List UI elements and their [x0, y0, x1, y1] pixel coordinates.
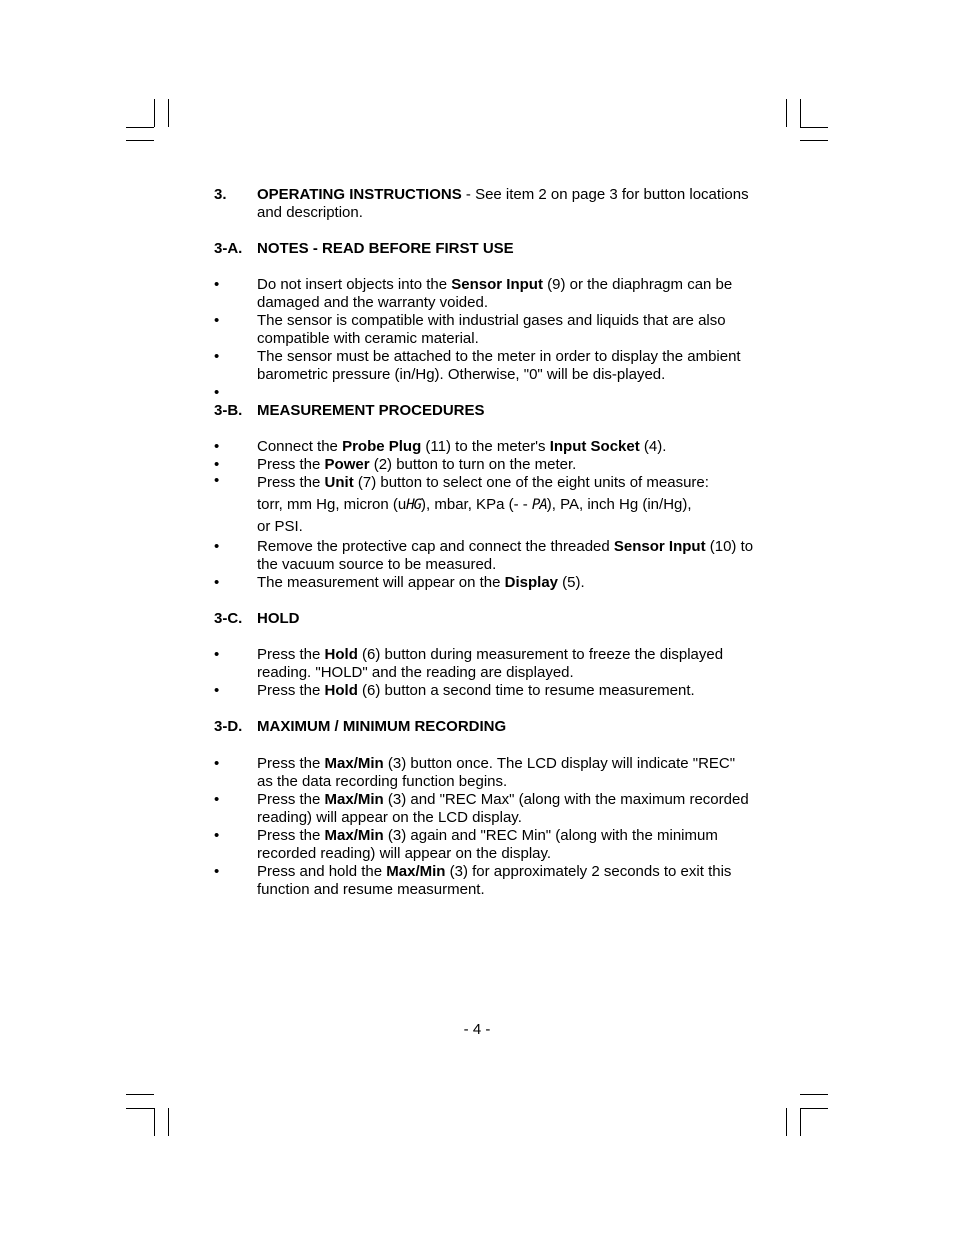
list-item: [214, 827, 754, 863]
section-3c-heading: [214, 610, 754, 628]
list-item: [214, 438, 754, 456]
text: (3) button once. The LCD display will indicate "REC" as the data recording function begins.: [257, 755, 736, 790]
list-item: [214, 276, 754, 312]
crop-mark: [800, 127, 828, 128]
text: (6) button a second time to resume measurement.: [357, 682, 695, 699]
crop-mark: [786, 1108, 787, 1136]
section-title: OPERATING INSTRUCTIONS: [257, 186, 462, 203]
bullet-icon: •: [214, 312, 220, 329]
bullet-icon: •: [214, 863, 220, 880]
text: Press the: [257, 646, 325, 663]
text: (5).: [558, 574, 585, 591]
text: (7) button to select one of the eight units of measure:: [353, 474, 709, 491]
lcd-segment-text: PA: [531, 497, 547, 513]
section-description: - See item 2 on page 3 for button locations and description.: [257, 186, 749, 221]
crop-mark: [126, 127, 154, 128]
text: torr, mm Hg, micron (u: [257, 496, 407, 513]
text: Remove the protective cap and connect the threaded: [257, 538, 614, 555]
section-title: MAXIMUM / MINIMUM RECORDING: [257, 718, 507, 735]
text: (6) button during measurement to freeze the displayed reading. "HOLD" and the reading are displayed.: [257, 646, 724, 681]
bold-text: Max/Min: [324, 755, 384, 772]
text: (4).: [639, 438, 667, 455]
bullet-icon: •: [214, 538, 220, 555]
crop-mark: [800, 1108, 828, 1109]
section-3b-heading: [214, 402, 754, 420]
list-item: [214, 646, 754, 682]
section-title: NOTES - READ BEFORE FIRST USE: [257, 240, 514, 257]
crop-mark: [786, 99, 787, 127]
text: Press the: [257, 474, 325, 491]
bullet-icon: •: [214, 682, 220, 699]
bold-text: Max/Min: [324, 827, 384, 844]
text: (9) or the diaphragm can be damaged and the warranty voided.: [257, 276, 733, 311]
text: The sensor must be attached to the meter in order to display the ambient barometric pressure (in/Hg). Otherwise, "0" will be dis-played.: [257, 348, 741, 383]
list-item: [214, 574, 754, 592]
list-item: [214, 472, 754, 538]
crop-mark: [126, 140, 154, 141]
crop-mark: [126, 1094, 154, 1095]
section-3a-heading: [214, 240, 754, 258]
crop-mark: [168, 99, 169, 127]
text: (11) to the meter's: [421, 438, 550, 455]
section-number: 3-A.: [214, 240, 243, 257]
text: Press and hold the: [257, 863, 387, 880]
bullet-icon: •: [214, 348, 220, 365]
bold-text: Input Socket: [549, 438, 640, 455]
list-item: [214, 682, 754, 700]
bold-text: Unit: [324, 474, 354, 491]
bold-text: Sensor Input: [451, 276, 543, 293]
lcd-segment-text: HG: [406, 497, 422, 513]
crop-mark: [126, 1108, 154, 1109]
bullet-icon: •: [214, 472, 220, 489]
section-number: 3-D.: [214, 718, 243, 735]
text: Press the: [257, 755, 325, 772]
page-content: [214, 186, 754, 899]
list-item: [214, 538, 754, 574]
bold-text: Probe Plug: [342, 438, 422, 455]
list-item: [214, 312, 754, 348]
list-item: [214, 863, 754, 899]
text: (3) and "REC Max" (along with the maximum recorded reading) will appear on the LCD display.: [257, 791, 749, 826]
text: Connect the: [257, 438, 343, 455]
bullet-icon: •: [214, 456, 220, 473]
crop-mark: [800, 1094, 828, 1095]
list-item: [214, 348, 754, 384]
bullet-icon: •: [214, 791, 220, 808]
list-item: [214, 755, 754, 791]
text: or PSI.: [257, 518, 303, 535]
text: Press the: [257, 827, 325, 844]
section-number: 3.: [214, 186, 227, 203]
crop-mark: [800, 99, 801, 127]
section-title: MEASUREMENT PROCEDURES: [257, 402, 485, 419]
list-item-empty: [214, 384, 754, 402]
section-number: 3-B.: [214, 402, 243, 419]
text: Do not insert objects into the: [257, 276, 452, 293]
bold-text: Sensor Input: [613, 538, 706, 555]
crop-mark: [168, 1108, 169, 1136]
bullet-icon: •: [214, 276, 220, 293]
bullet-icon: •: [214, 384, 220, 401]
crop-mark: [800, 1108, 801, 1136]
bullet-icon: •: [214, 438, 220, 455]
section-title: HOLD: [257, 610, 300, 627]
page-number-text: - 4 -: [463, 1021, 491, 1038]
bold-text: Hold: [324, 682, 358, 699]
text: Press the: [257, 456, 325, 473]
bullet-icon: •: [214, 755, 220, 772]
section-3-heading: [214, 186, 754, 222]
bold-text: Hold: [324, 646, 358, 663]
text: (3) for approximately 2 seconds to exit this function and resume measurment.: [257, 863, 732, 898]
section-3d-heading: [214, 718, 754, 736]
text: The sensor is compatible with industrial gases and liquids that are also compatible with ceramic material.: [257, 312, 726, 347]
bullet-icon: •: [214, 827, 220, 844]
list-item: [214, 791, 754, 827]
text: The measurement will appear on the: [257, 574, 505, 591]
bullet-icon: •: [214, 646, 220, 663]
text: ), mbar, KPa (- -: [421, 496, 532, 513]
crop-mark: [800, 140, 828, 141]
crop-mark: [154, 1108, 155, 1136]
section-number: 3-C.: [214, 610, 243, 627]
crop-mark: [154, 99, 155, 127]
bullet-icon: •: [214, 574, 220, 591]
bold-text: Max/Min: [324, 791, 384, 808]
bold-text: Power: [324, 456, 370, 473]
page-number: [0, 1021, 954, 1038]
text: (3) again and "REC Min" (along with the minimum recorded reading) will appear on the display.: [257, 827, 718, 862]
text: Press the: [257, 682, 325, 699]
text: ), PA, inch Hg (in/Hg),: [546, 496, 692, 513]
text: (10) to the vacuum source to be measured.: [257, 538, 754, 573]
text: Press the: [257, 791, 325, 808]
text: (2) button to turn on the meter.: [369, 456, 577, 473]
bold-text: Display: [504, 574, 558, 591]
bold-text: Max/Min: [386, 863, 446, 880]
